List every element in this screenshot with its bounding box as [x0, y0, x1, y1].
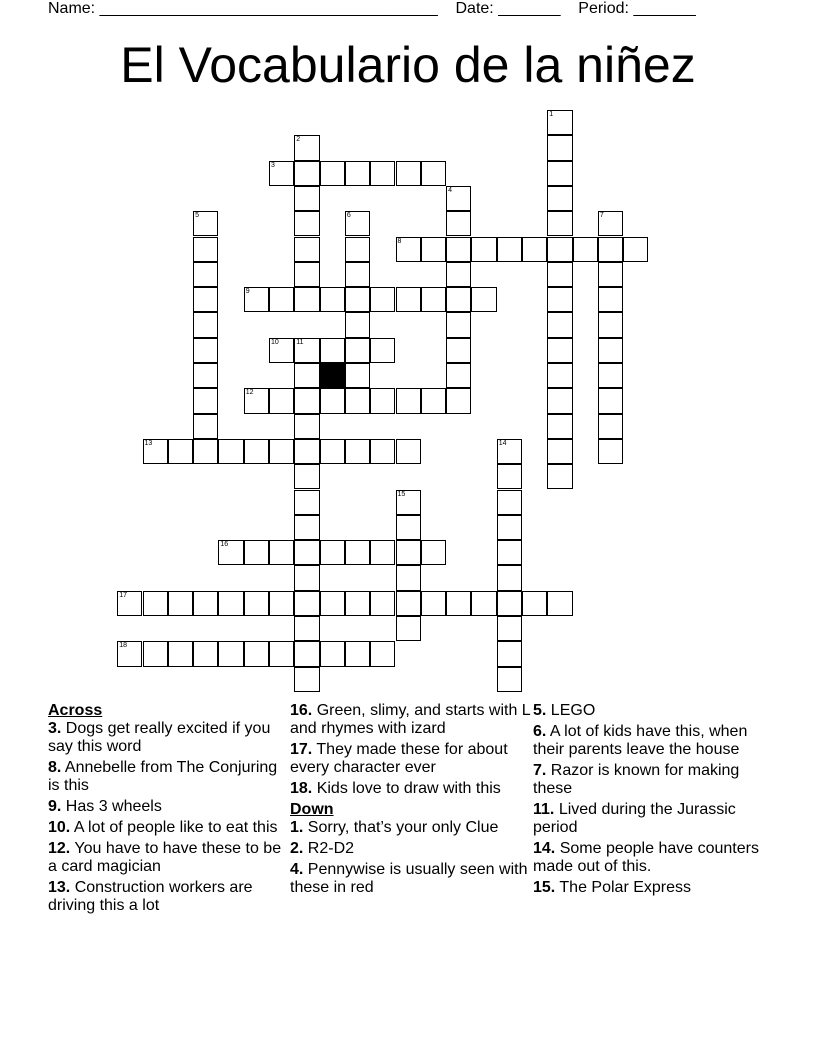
grid-cell[interactable]: [547, 363, 572, 388]
grid-cell[interactable]: [218, 591, 243, 616]
grid-cell[interactable]: [547, 211, 572, 236]
grid-cell[interactable]: [547, 388, 572, 413]
grid-cell[interactable]: [218, 439, 243, 464]
date-blank[interactable]: _______: [498, 0, 561, 17]
grid-cell[interactable]: [345, 262, 370, 287]
grid-cell[interactable]: [446, 262, 471, 287]
clues-column-3: [533, 702, 778, 900]
grid-cell[interactable]: [218, 540, 243, 565]
grid-cell[interactable]: [218, 641, 243, 666]
grid-cell[interactable]: [396, 490, 421, 515]
grid-cell[interactable]: [497, 641, 522, 666]
clue-number: 5.: [533, 702, 547, 719]
clue-text: Sorry, that’s your only Clue: [307, 819, 499, 836]
grid-cell[interactable]: [370, 439, 395, 464]
clue-number-label: 10: [271, 338, 279, 346]
clue-text: Annebelle from The Conjuring is this: [48, 759, 278, 794]
grid-cell[interactable]: [497, 667, 522, 692]
grid-cell[interactable]: [193, 237, 218, 262]
grid-cell[interactable]: [193, 211, 218, 236]
clue-number-label: 6: [346, 212, 351, 220]
clue-number-label: 5: [195, 212, 199, 220]
grid-cell[interactable]: [421, 237, 446, 262]
grid-cell[interactable]: [193, 414, 218, 439]
grid-cell[interactable]: [320, 591, 345, 616]
down-clue: [533, 762, 778, 798]
grid-cell[interactable]: [294, 641, 319, 666]
grid-cell[interactable]: [446, 312, 471, 337]
across-clue: [290, 780, 535, 798]
grid-cell[interactable]: [598, 211, 623, 236]
grid-cell[interactable]: [345, 312, 370, 337]
grid-cell[interactable]: [244, 540, 269, 565]
clue-number: 7.: [533, 762, 547, 779]
down-clue: [533, 840, 778, 876]
across-clue: [48, 720, 293, 756]
grid-cell[interactable]: [345, 439, 370, 464]
clue-number-label: 17: [119, 591, 127, 599]
across-clue: [48, 759, 293, 795]
grid-cell[interactable]: [294, 414, 319, 439]
grid-cell[interactable]: [294, 161, 319, 186]
grid-cell[interactable]: [168, 641, 193, 666]
name-label: Name:: [48, 0, 96, 17]
grid-cell[interactable]: [117, 641, 142, 666]
period-label: Period:: [578, 0, 629, 17]
grid-cell[interactable]: [370, 591, 395, 616]
grid-cell[interactable]: [193, 287, 218, 312]
grid-cell[interactable]: [269, 439, 294, 464]
grid-cell[interactable]: [497, 237, 522, 262]
grid-cell[interactable]: [370, 338, 395, 363]
grid-cell[interactable]: [421, 591, 446, 616]
grid-cell[interactable]: [193, 363, 218, 388]
grid-cell[interactable]: [193, 338, 218, 363]
clue-number-label: 9: [245, 288, 250, 296]
grid-cell[interactable]: [446, 591, 471, 616]
grid-cell[interactable]: [320, 161, 345, 186]
grid-cell[interactable]: [345, 591, 370, 616]
clue-text: R2-D2: [307, 840, 355, 857]
grid-cell[interactable]: [396, 161, 421, 186]
grid-cell[interactable]: [446, 388, 471, 413]
grid-cell[interactable]: [294, 464, 319, 489]
grid-cell[interactable]: [244, 388, 269, 413]
grid-cell[interactable]: [598, 262, 623, 287]
grid-cell[interactable]: [294, 591, 319, 616]
clue-number-label: 1: [549, 111, 554, 118]
grid-cell[interactable]: [269, 388, 294, 413]
clue-number-label: 4: [448, 186, 452, 194]
down-clue: [533, 879, 778, 897]
across-clue: [48, 879, 293, 915]
grid-cell[interactable]: [598, 388, 623, 413]
grid-cell[interactable]: [294, 388, 319, 413]
grid-cell[interactable]: [269, 161, 294, 186]
across-clue: [290, 741, 535, 777]
grid-cell[interactable]: [320, 540, 345, 565]
grid-cell[interactable]: [168, 591, 193, 616]
grid-cell[interactable]: [370, 540, 395, 565]
grid-cell[interactable]: [269, 591, 294, 616]
grid-cell[interactable]: [547, 439, 572, 464]
grid-cell[interactable]: [396, 616, 421, 641]
grid-cell[interactable]: [345, 338, 370, 363]
grid-cell[interactable]: [396, 591, 421, 616]
grid-cell[interactable]: [320, 641, 345, 666]
grid-cell[interactable]: [345, 211, 370, 236]
grid-cell[interactable]: [421, 287, 446, 312]
down-clue: [290, 840, 535, 858]
clue-text: Lived during the Jurassic period: [533, 801, 736, 836]
grid-cell[interactable]: [396, 439, 421, 464]
clue-number-label: 11: [296, 338, 304, 346]
grid-cell[interactable]: [193, 439, 218, 464]
grid-cell[interactable]: [269, 641, 294, 666]
clues-column-2: [290, 702, 535, 900]
down-clue: [290, 819, 535, 837]
grid-cell[interactable]: [547, 591, 572, 616]
date-label: Date:: [455, 0, 494, 17]
page-title: El Vocabulario de la niñez: [120, 37, 696, 93]
grid-cell[interactable]: [547, 338, 572, 363]
grid-cell[interactable]: [294, 237, 319, 262]
grid-cell[interactable]: [547, 110, 572, 135]
grid-cell[interactable]: [421, 388, 446, 413]
grid-cell[interactable]: [522, 591, 547, 616]
clue-text: Pennywise is usually seen with these in red: [290, 861, 528, 896]
clue-text: Has 3 wheels: [65, 798, 162, 815]
grid-cell[interactable]: [193, 262, 218, 287]
grid-cell[interactable]: [446, 211, 471, 236]
grid-cell[interactable]: [547, 464, 572, 489]
grid-cell[interactable]: [547, 262, 572, 287]
grid-cell[interactable]: [598, 439, 623, 464]
clue-text: They made these for about every character ever: [290, 741, 508, 776]
grid-cell[interactable]: [294, 211, 319, 236]
grid-cell[interactable]: [471, 591, 496, 616]
grid-cell[interactable]: [497, 515, 522, 540]
grid-cell[interactable]: [294, 287, 319, 312]
grid-cell[interactable]: [193, 591, 218, 616]
clue-number: 3.: [48, 720, 62, 737]
grid-block-cell: [320, 363, 345, 388]
grid-cell[interactable]: [244, 591, 269, 616]
grid-cell[interactable]: [345, 388, 370, 413]
grid-cell[interactable]: [497, 591, 522, 616]
clue-number: 11.: [533, 801, 555, 818]
grid-cell[interactable]: [396, 565, 421, 590]
grid-cell[interactable]: [168, 439, 193, 464]
clue-number: 1.: [290, 819, 304, 836]
grid-cell[interactable]: [345, 540, 370, 565]
clue-number: 12.: [48, 840, 71, 857]
grid-cell[interactable]: [193, 388, 218, 413]
grid-cell[interactable]: [623, 237, 648, 262]
period-blank[interactable]: _______: [633, 0, 696, 17]
grid-cell[interactable]: [497, 464, 522, 489]
clues-column-1: [48, 702, 293, 918]
grid-cell[interactable]: [522, 237, 547, 262]
across-clue: [48, 840, 293, 876]
grid-cell[interactable]: [370, 641, 395, 666]
grid-cell[interactable]: [598, 287, 623, 312]
grid-cell[interactable]: [370, 161, 395, 186]
grid-cell[interactable]: [446, 186, 471, 211]
clue-text: LEGO: [550, 702, 596, 719]
grid-cell[interactable]: [497, 540, 522, 565]
clue-number: 14.: [533, 840, 556, 857]
clue-number: 16.: [290, 702, 313, 719]
clue-number-label: 12: [245, 389, 254, 397]
grid-cell[interactable]: [396, 540, 421, 565]
grid-cell[interactable]: [446, 237, 471, 262]
down-clue: [290, 861, 535, 897]
grid-cell[interactable]: [598, 338, 623, 363]
clue-text: Kids love to draw with this: [316, 780, 501, 797]
grid-cell[interactable]: [497, 439, 522, 464]
grid-cell[interactable]: [143, 641, 168, 666]
grid-cell[interactable]: [547, 161, 572, 186]
grid-cell[interactable]: [294, 565, 319, 590]
clue-number: 18.: [290, 780, 313, 797]
grid-cell[interactable]: [294, 439, 319, 464]
grid-cell[interactable]: [421, 540, 446, 565]
down-clue: [533, 702, 778, 720]
grid-cell[interactable]: [598, 414, 623, 439]
grid-cell[interactable]: [269, 540, 294, 565]
clue-number-label: 16: [220, 541, 229, 549]
grid-cell[interactable]: [370, 287, 395, 312]
grid-cell[interactable]: [244, 287, 269, 312]
grid-cell[interactable]: [471, 287, 496, 312]
across-clue: [290, 702, 535, 738]
grid-cell[interactable]: [471, 237, 496, 262]
clue-number: 2.: [290, 840, 304, 857]
clue-text: A lot of people like to eat this: [73, 819, 278, 836]
grid-cell[interactable]: [396, 287, 421, 312]
grid-cell[interactable]: [269, 338, 294, 363]
across-clue: [48, 798, 293, 816]
clue-text: Construction workers are driving this a lot: [48, 879, 253, 914]
grid-cell[interactable]: [320, 287, 345, 312]
clue-number: 17.: [290, 741, 313, 758]
grid-cell[interactable]: [320, 338, 345, 363]
grid-cell[interactable]: [396, 237, 421, 262]
grid-cell[interactable]: [547, 186, 572, 211]
grid-cell[interactable]: [598, 363, 623, 388]
grid-cell[interactable]: [345, 287, 370, 312]
grid-cell[interactable]: [446, 338, 471, 363]
clue-text: A lot of kids have this, when their parents leave the house: [533, 723, 748, 758]
clue-number: 6.: [533, 723, 547, 740]
clue-text: The Polar Express: [559, 879, 692, 896]
grid-cell[interactable]: [396, 388, 421, 413]
grid-cell[interactable]: [370, 388, 395, 413]
grid-cell[interactable]: [294, 540, 319, 565]
down-heading: Down: [290, 801, 334, 818]
grid-cell[interactable]: [193, 312, 218, 337]
grid-cell[interactable]: [143, 591, 168, 616]
clue-number: 15.: [533, 879, 556, 896]
grid-cell[interactable]: [547, 312, 572, 337]
grid-cell[interactable]: [294, 135, 319, 160]
grid-cell[interactable]: [497, 490, 522, 515]
clue-number-label: 13: [144, 439, 153, 447]
grid-cell[interactable]: [269, 287, 294, 312]
grid-cell[interactable]: [345, 161, 370, 186]
clue-number: 10.: [48, 819, 71, 836]
clue-number-label: 7: [599, 212, 604, 220]
down-clue: [533, 801, 778, 837]
clue-number: 13.: [48, 879, 71, 896]
grid-cell[interactable]: [497, 565, 522, 590]
grid-cell[interactable]: [320, 439, 345, 464]
grid-cell[interactable]: [345, 641, 370, 666]
grid-cell[interactable]: [320, 388, 345, 413]
clue-text: Green, slimy, and starts with L and rhymes with izard: [290, 702, 531, 737]
clue-number-label: 18: [119, 642, 127, 650]
clue-text: Some people have counters made out of this.: [533, 840, 759, 875]
grid-cell[interactable]: [244, 439, 269, 464]
grid-cell[interactable]: [117, 591, 142, 616]
clue-number-label: 2: [296, 136, 301, 144]
clue-number: 8.: [48, 759, 62, 776]
clue-number-label: 8: [397, 237, 402, 245]
grid-cell[interactable]: [193, 641, 218, 666]
clue-text: You have to have these to be a card magician: [48, 840, 282, 875]
clue-text: Dogs get really excited if you say this word: [48, 720, 271, 755]
grid-cell[interactable]: [446, 363, 471, 388]
grid-cell[interactable]: [547, 237, 572, 262]
grid-cell[interactable]: [143, 439, 168, 464]
grid-cell[interactable]: [294, 363, 319, 388]
grid-cell[interactable]: [294, 186, 319, 211]
grid-cell[interactable]: [547, 414, 572, 439]
grid-cell[interactable]: [421, 161, 446, 186]
grid-cell[interactable]: [598, 312, 623, 337]
grid-cell[interactable]: [345, 237, 370, 262]
across-clue: [48, 819, 293, 837]
grid-cell[interactable]: [294, 515, 319, 540]
grid-cell[interactable]: [573, 237, 598, 262]
grid-cell[interactable]: [294, 262, 319, 287]
clue-number: 9.: [48, 798, 62, 815]
grid-cell[interactable]: [497, 616, 522, 641]
grid-cell[interactable]: [598, 237, 623, 262]
grid-cell[interactable]: [547, 287, 572, 312]
down-clue: [533, 723, 778, 759]
clue-number-label: 14: [498, 439, 507, 447]
grid-cell[interactable]: [294, 616, 319, 641]
grid-cell[interactable]: [446, 287, 471, 312]
grid-cell[interactable]: [345, 363, 370, 388]
clue-number-label: 15: [397, 490, 406, 498]
grid-cell[interactable]: [396, 515, 421, 540]
across-heading: Across: [48, 702, 103, 719]
clue-text: Razor is known for making these: [533, 762, 740, 797]
name-blank[interactable]: ______________________________________: [99, 0, 438, 17]
grid-cell[interactable]: [294, 667, 319, 692]
grid-cell[interactable]: [294, 490, 319, 515]
clue-number: 4.: [290, 861, 304, 878]
grid-cell[interactable]: [294, 338, 319, 363]
grid-cell[interactable]: [244, 641, 269, 666]
clue-number-label: 3: [271, 161, 275, 169]
grid-cell[interactable]: [547, 135, 572, 160]
